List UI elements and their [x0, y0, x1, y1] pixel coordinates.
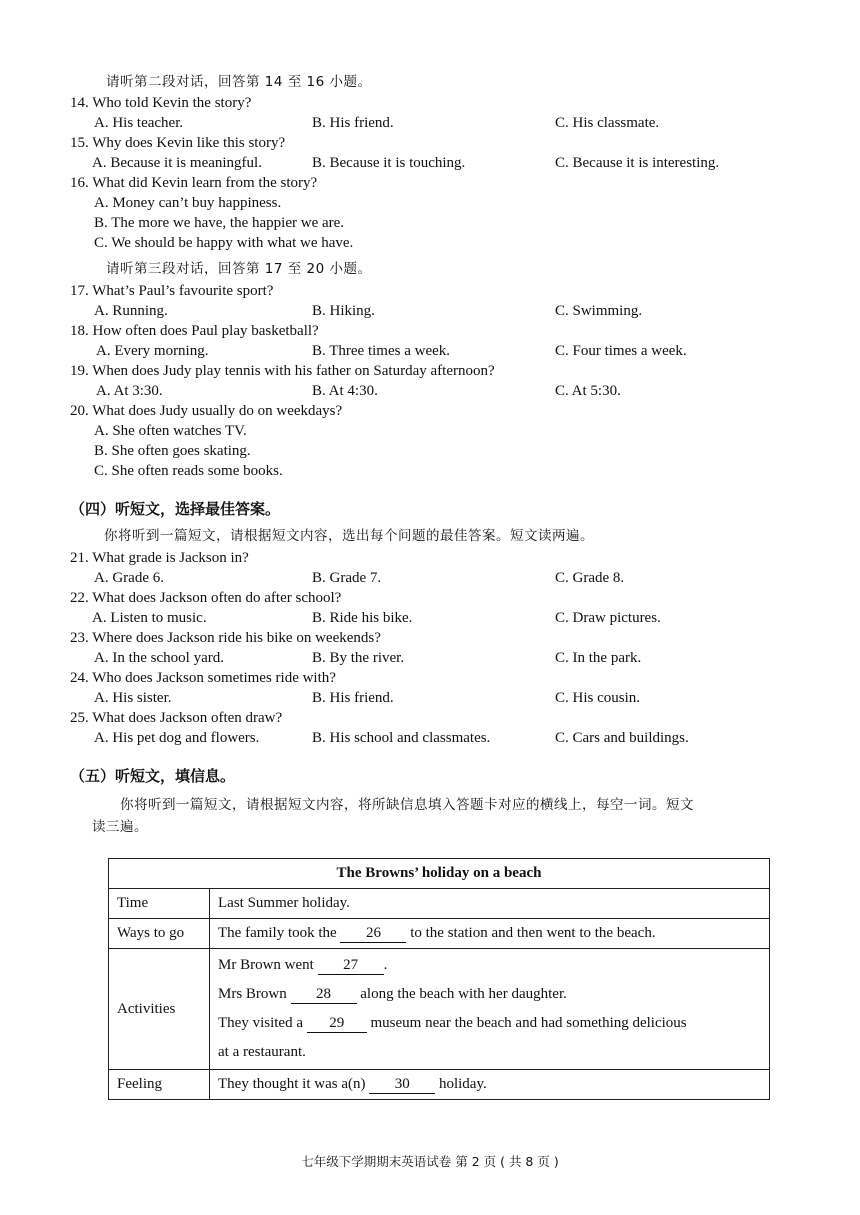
feeling-text-post: holiday. — [438, 1076, 487, 1092]
q25-option-a: A. His pet dog and flowers. — [94, 730, 260, 746]
act1-text-pre: Mr Brown went — [218, 957, 314, 973]
q19-option-c: C. At 5:30. — [555, 383, 621, 399]
q24-option-b: B. His friend. — [312, 690, 394, 706]
question-24: 24. Who does Jackson sometimes ride with? — [70, 670, 336, 686]
activity-3-continued: at a restaurant. — [218, 1044, 306, 1060]
time-value: Last Summer holiday. — [210, 889, 770, 919]
ways-text-post: to the station and then went to the beach. — [410, 925, 656, 941]
q19-option-a: A. At 3:30. — [96, 383, 163, 399]
q23-option-b: B. By the river. — [312, 650, 405, 666]
question-18: 18. How often does Paul play basketball? — [70, 323, 319, 339]
activities-cell — [210, 949, 770, 1070]
q18-option-b: B. Three times a week. — [312, 343, 451, 359]
q20-option-a: A. She often watches TV. — [94, 423, 247, 439]
dialog3-instruction: 请听第三段对话，回答第 17 至 20 小题。 — [106, 261, 372, 277]
q14-option-b: B. His friend. — [312, 115, 394, 131]
q16-option-b: B. The more we have, the happier we are. — [94, 215, 345, 231]
q16-option-c: C. We should be happy with what we have. — [94, 235, 354, 251]
q15-option-b: B. Because it is touching. — [312, 155, 466, 171]
activities-label: Activities — [109, 949, 210, 1070]
feeling-label: Feeling — [109, 1070, 210, 1100]
part5-instruction-line1: 你将听到一篇短文，请根据短文内容，将所缺信息填入答题卡对应的横线上，每空一词。短文 — [120, 797, 694, 813]
table-title: The Browns’ holiday on a beach — [109, 859, 770, 889]
q25-option-c: C. Cars and buildings. — [555, 730, 689, 746]
q19-option-b: B. At 4:30. — [312, 383, 378, 399]
q15-option-a: A. Because it is meaningful. — [92, 155, 262, 171]
part5-heading: （五）听短文，填信息。 — [70, 767, 236, 785]
table-row-feeling — [109, 1070, 770, 1100]
part4-instruction: 你将听到一篇短文，请根据短文内容，选出每个问题的最佳答案。短文读两遍。 — [104, 528, 594, 544]
act3-text-pre: They visited a — [218, 1015, 303, 1031]
act2-text-post: along the beach with her daughter. — [360, 986, 567, 1002]
question-20: 20. What does Judy usually do on weekdays? — [70, 403, 343, 419]
act1-text-post: . — [383, 957, 388, 973]
q16-option-a: A. Money can’t buy happiness. — [94, 195, 282, 211]
blank-28[interactable]: 28 — [291, 986, 357, 1004]
q22-option-c: C. Draw pictures. — [555, 610, 661, 626]
q21-option-c: C. Grade 8. — [555, 570, 625, 586]
dialog2-instruction: 请听第二段对话，回答第 14 至 16 小题。 — [106, 74, 372, 90]
ways-text-pre: The family took the — [218, 925, 337, 941]
activity-2 — [218, 980, 761, 1009]
act3-text-post: museum near the beach and had something delicious — [370, 1015, 687, 1031]
q14-option-c: C. His classmate. — [555, 115, 660, 131]
q23-option-a: A. In the school yard. — [94, 650, 224, 666]
activity-1 — [218, 951, 761, 980]
q18-option-c: C. Four times a week. — [555, 343, 687, 359]
question-25: 25. What does Jackson often draw? — [70, 710, 283, 726]
q21-option-b: B. Grade 7. — [312, 570, 382, 586]
table-row-activities — [109, 949, 770, 1070]
q20-option-c: C. She often reads some books. — [94, 463, 283, 479]
question-14: 14. Who told Kevin the story? — [70, 95, 252, 111]
q25-option-b: B. His school and classmates. — [312, 730, 491, 746]
blank-30[interactable]: 30 — [369, 1076, 435, 1094]
q14-option-a: A. His teacher. — [94, 115, 184, 131]
ways-cell — [210, 919, 770, 949]
question-19: 19. When does Judy play tennis with his father on Saturday afternoon? — [70, 363, 495, 379]
table-row-time — [109, 889, 770, 919]
time-label: Time — [109, 889, 210, 919]
feeling-text-pre: They thought it was a(n) — [218, 1076, 366, 1092]
question-15: 15. Why does Kevin like this story? — [70, 135, 286, 151]
table-row-ways — [109, 919, 770, 949]
q20-option-b: B. She often goes skating. — [94, 443, 251, 459]
q22-option-b: B. Ride his bike. — [312, 610, 413, 626]
blank-26[interactable]: 26 — [340, 925, 406, 943]
act2-text-pre: Mrs Brown — [218, 986, 287, 1002]
q17-option-b: B. Hiking. — [312, 303, 375, 319]
question-21: 21. What grade is Jackson in? — [70, 550, 249, 566]
question-22: 22. What does Jackson often do after school? — [70, 590, 342, 606]
q24-option-a: A. His sister. — [94, 690, 172, 706]
question-17: 17. What’s Paul’s favourite sport? — [70, 283, 274, 299]
q18-option-a: A. Every morning. — [96, 343, 209, 359]
q23-option-c: C. In the park. — [555, 650, 642, 666]
activity-3 — [218, 1009, 761, 1038]
blank-27[interactable]: 27 — [318, 957, 384, 975]
part5-instruction-line2: 读三遍。 — [92, 819, 148, 835]
feeling-cell — [210, 1070, 770, 1100]
ways-label: Ways to go — [109, 919, 210, 949]
page-footer: 七年级下学期期末英语试卷 第 2 页 ( 共 8 页 ) — [301, 1154, 559, 1169]
part4-heading: （四）听短文，选择最佳答案。 — [70, 500, 281, 518]
q22-option-a: A. Listen to music. — [92, 610, 207, 626]
question-16: 16. What did Kevin learn from the story? — [70, 175, 318, 191]
info-table — [108, 858, 770, 1100]
q24-option-c: C. His cousin. — [555, 690, 641, 706]
q21-option-a: A. Grade 6. — [94, 570, 164, 586]
blank-29[interactable]: 29 — [307, 1015, 367, 1033]
q17-option-a: A. Running. — [94, 303, 168, 319]
question-23: 23. Where does Jackson ride his bike on weekends? — [70, 630, 381, 646]
q17-option-c: C. Swimming. — [555, 303, 643, 319]
q15-option-c: C. Because it is interesting. — [555, 155, 720, 171]
